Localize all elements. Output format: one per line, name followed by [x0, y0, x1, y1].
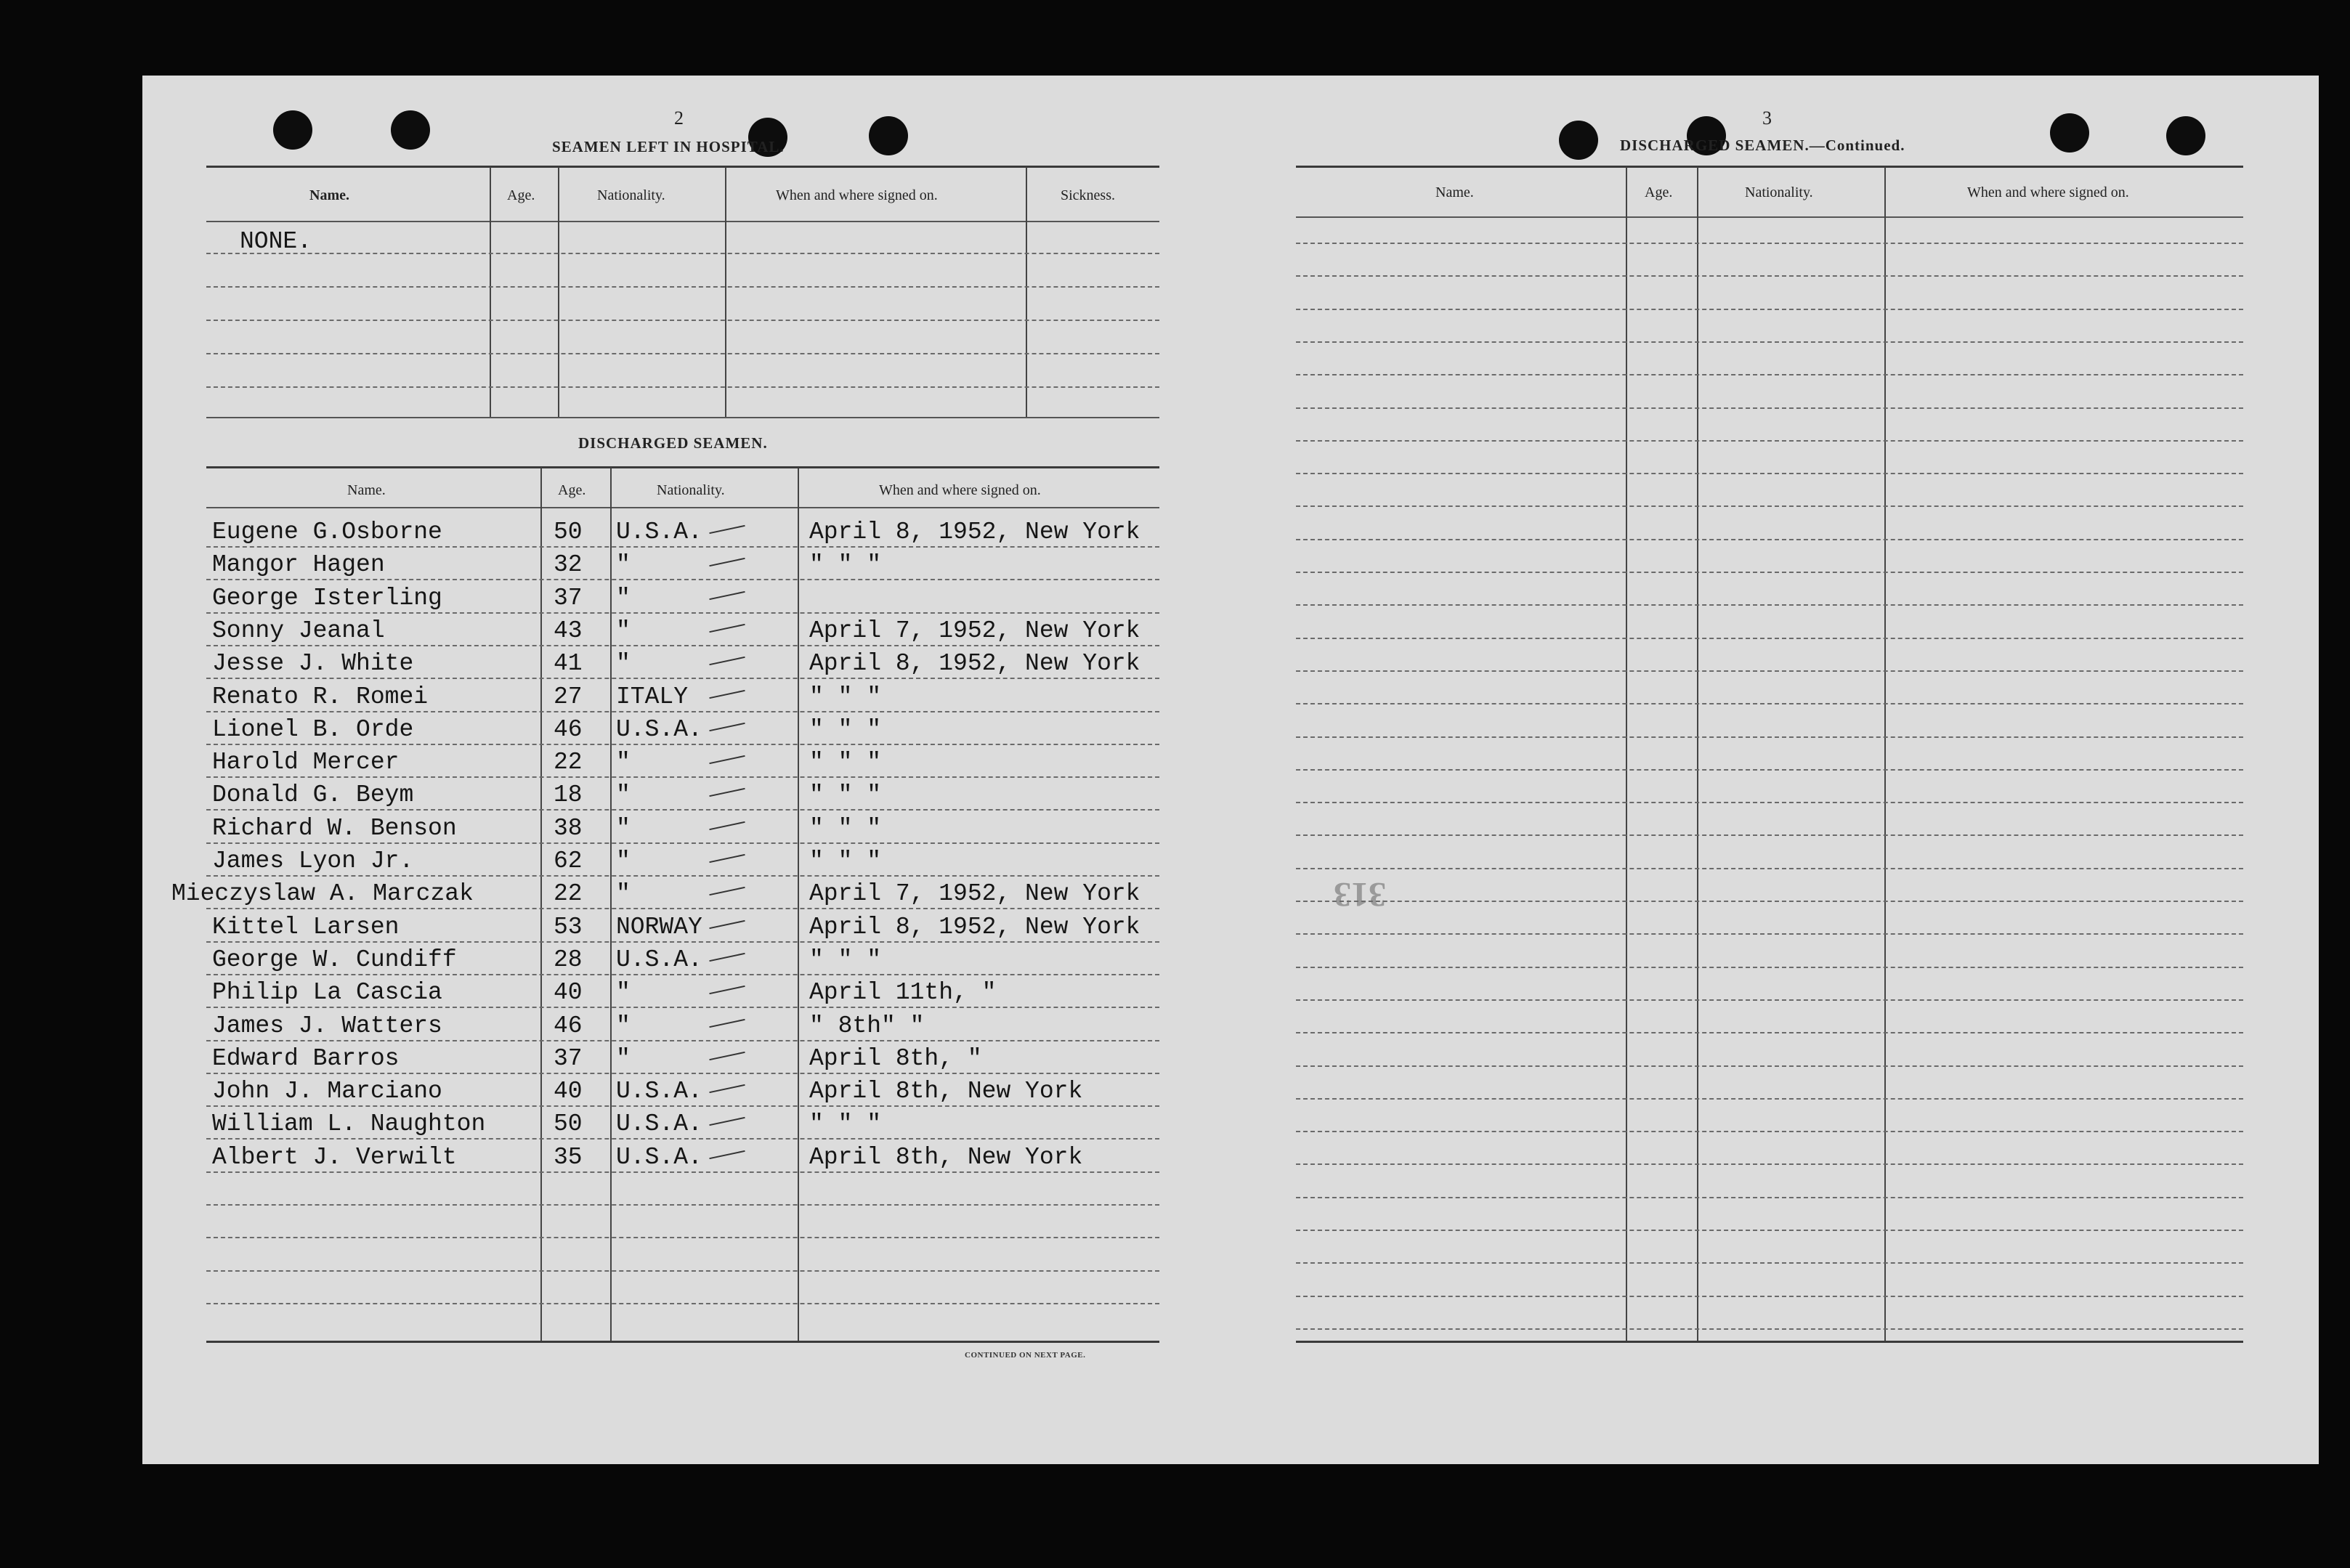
- seaman-age: 22: [554, 749, 583, 776]
- seaman-name: Richard W. Benson: [212, 815, 457, 842]
- seaman-signed-on: " " ": [809, 781, 882, 808]
- ruled-line: [206, 1204, 1159, 1206]
- seaman-signed-on: April 8, 1952, New York: [809, 519, 1140, 545]
- seaman-age: 43: [554, 617, 583, 644]
- check-mark: [709, 558, 745, 566]
- seaman-name: Eugene G.Osborne: [212, 519, 442, 545]
- seaman-nationality: ": [616, 815, 631, 842]
- seaman-age: 41: [554, 650, 583, 677]
- ruled-line: [1296, 901, 2243, 902]
- seaman-signed-on: April 11th, ": [809, 979, 997, 1006]
- ruled-line: [206, 1040, 1159, 1041]
- ruled-line: [1296, 243, 2243, 244]
- check-mark: [709, 1084, 745, 1093]
- seaman-name: John J. Marciano: [212, 1078, 442, 1105]
- seaman-name: Lionel B. Orde: [212, 716, 414, 743]
- ruled-line: [1296, 1328, 2243, 1330]
- hospital-header-signed-on: When and where signed on.: [776, 187, 938, 203]
- seaman-signed-on: April 8th, New York: [809, 1078, 1083, 1105]
- check-mark: [709, 657, 745, 665]
- check-mark: [709, 854, 745, 863]
- seaman-name: James Lyon Jr.: [212, 848, 414, 874]
- seaman-name: Albert J. Verwilt: [212, 1144, 457, 1171]
- seaman-nationality: ": [616, 617, 631, 644]
- check-mark: [709, 953, 745, 962]
- ruled-line: [206, 1105, 1159, 1107]
- hospital-header-name: Name.: [309, 187, 349, 203]
- ruled-line: [206, 678, 1159, 679]
- ruled-line: [206, 612, 1159, 614]
- seaman-nationality: U.S.A.: [616, 1110, 702, 1137]
- ruled-line: [1296, 309, 2243, 310]
- ruled-line: [206, 776, 1159, 778]
- ruled-line: [206, 908, 1159, 909]
- seaman-name: George Isterling: [212, 585, 442, 612]
- ruled-line: [206, 353, 1159, 354]
- seaman-signed-on: " " ": [809, 716, 882, 743]
- right-header-signed-on: When and where signed on.: [1967, 184, 2129, 200]
- ruled-line: [206, 1073, 1159, 1074]
- hospital-header-sickness: Sickness.: [1061, 187, 1115, 203]
- seaman-name: Donald G. Beym: [212, 781, 414, 808]
- bleed-through-stamp: 313: [1334, 875, 1386, 914]
- check-mark: [709, 788, 745, 797]
- ruled-line: [206, 1138, 1159, 1140]
- hospital-header-age: Age.: [507, 187, 535, 203]
- ruled-line: [1296, 1032, 2243, 1033]
- seaman-signed-on: April 8th, New York: [809, 1144, 1083, 1171]
- seaman-name: George W. Cundiff: [212, 946, 457, 973]
- ruled-line: [1296, 769, 2243, 771]
- ruled-line: [1296, 1230, 2243, 1231]
- ruled-line: [1296, 1296, 2243, 1297]
- ruled-line: [206, 1171, 1159, 1173]
- seaman-name: Renato R. Romei: [212, 683, 429, 710]
- seaman-name: Sonny Jeanal: [212, 617, 385, 644]
- check-mark: [709, 690, 745, 699]
- ruled-line: [206, 842, 1159, 844]
- ruled-line: [206, 875, 1159, 877]
- seaman-name: Kittel Larsen: [212, 914, 400, 941]
- right-header-nationality: Nationality.: [1745, 184, 1813, 200]
- ruled-line: [1296, 374, 2243, 375]
- discharged-section-title: DISCHARGED SEAMEN.: [578, 434, 768, 452]
- seaman-age: 27: [554, 683, 583, 710]
- seaman-name: Harold Mercer: [212, 749, 400, 776]
- ruled-line: [1296, 868, 2243, 869]
- check-mark: [709, 1019, 745, 1028]
- check-mark: [709, 1117, 745, 1126]
- ruled-line: [1296, 933, 2243, 935]
- ruled-line: [206, 286, 1159, 288]
- seaman-name: Edward Barros: [212, 1045, 400, 1072]
- seaman-name: William L. Naughton: [212, 1110, 486, 1137]
- seaman-age: 53: [554, 914, 583, 941]
- discharged-header-age: Age.: [558, 482, 586, 498]
- check-mark: [709, 624, 745, 633]
- ruled-line: [1296, 967, 2243, 968]
- seaman-age: 40: [554, 979, 583, 1006]
- page-number: 3: [1762, 107, 1772, 129]
- punch-hole: [273, 110, 312, 150]
- seaman-age: 38: [554, 815, 583, 842]
- ruled-line: [1296, 1065, 2243, 1067]
- ruled-line: [1296, 703, 2243, 704]
- seaman-signed-on: April 8th, ": [809, 1045, 982, 1072]
- seaman-nationality: ": [616, 551, 631, 578]
- seaman-nationality: ": [616, 749, 631, 776]
- discharged-header-signed-on: When and where signed on.: [879, 482, 1041, 498]
- punch-hole: [2166, 116, 2205, 155]
- seaman-name: Mieczyslaw A. Marczak: [171, 880, 474, 907]
- ruled-line: [206, 1303, 1159, 1304]
- ruled-line: [1296, 473, 2243, 474]
- ruled-line: [1296, 999, 2243, 1001]
- ruled-line: [1296, 505, 2243, 507]
- punch-hole: [2050, 113, 2089, 153]
- seaman-nationality: ITALY: [616, 683, 689, 710]
- check-mark: [709, 1052, 745, 1060]
- seaman-signed-on: " " ": [809, 683, 882, 710]
- ruled-line: [206, 1270, 1159, 1272]
- ruled-line: [1296, 670, 2243, 672]
- punch-hole: [1559, 121, 1598, 160]
- discharged-continued-title: DISCHARGED SEAMEN.—Continued.: [1620, 137, 1905, 154]
- seaman-signed-on: " 8th" ": [809, 1012, 925, 1039]
- ruled-line: [206, 809, 1159, 811]
- seaman-signed-on: " " ": [809, 946, 882, 973]
- seaman-signed-on: April 7, 1952, New York: [809, 880, 1140, 907]
- ruled-line: [1296, 275, 2243, 277]
- check-mark: [709, 723, 745, 731]
- seaman-signed-on: April 8, 1952, New York: [809, 650, 1140, 677]
- ruled-line: [206, 320, 1159, 321]
- check-mark: [709, 887, 745, 895]
- seaman-nationality: U.S.A.: [616, 1078, 702, 1105]
- hospital-header-nationality: Nationality.: [597, 187, 665, 203]
- check-mark: [709, 920, 745, 929]
- ruled-line: [1296, 1197, 2243, 1198]
- seaman-age: 18: [554, 781, 583, 808]
- ruled-line: [206, 974, 1159, 975]
- ruled-line: [1296, 736, 2243, 738]
- check-mark: [709, 525, 745, 534]
- ruled-line: [1296, 341, 2243, 343]
- ruled-line: [1296, 1098, 2243, 1100]
- seaman-nationality: ": [616, 1012, 631, 1039]
- ruled-line: [206, 744, 1159, 745]
- ruled-line: [206, 711, 1159, 712]
- ruled-line: [1296, 440, 2243, 442]
- seaman-signed-on: " " ": [809, 1110, 882, 1137]
- seaman-nationality: ": [616, 880, 631, 907]
- discharged-header-nationality: Nationality.: [657, 482, 725, 498]
- seaman-signed-on: " " ": [809, 749, 882, 776]
- ruled-line: [206, 645, 1159, 646]
- seaman-signed-on: April 8, 1952, New York: [809, 914, 1140, 941]
- seaman-age: 35: [554, 1144, 583, 1171]
- seaman-age: 28: [554, 946, 583, 973]
- seaman-nationality: U.S.A.: [616, 1144, 702, 1171]
- continued-footer: CONTINUED ON NEXT PAGE.: [965, 1351, 1086, 1360]
- right-header-name: Name.: [1435, 184, 1474, 200]
- ruled-line: [1296, 1131, 2243, 1132]
- ruled-line: [206, 253, 1159, 254]
- check-mark: [709, 591, 745, 600]
- ruled-line: [1296, 604, 2243, 606]
- seaman-nationality: ": [616, 848, 631, 874]
- check-mark: [709, 755, 745, 764]
- seaman-name: Philip La Cascia: [212, 979, 442, 1006]
- seaman-age: 37: [554, 1045, 583, 1072]
- ruled-line: [206, 386, 1159, 388]
- seaman-name: Mangor Hagen: [212, 551, 385, 578]
- ruled-line: [1296, 1262, 2243, 1264]
- ruled-line: [1296, 834, 2243, 836]
- seaman-age: 62: [554, 848, 583, 874]
- seaman-signed-on: April 7, 1952, New York: [809, 617, 1140, 644]
- ruled-line: [1296, 572, 2243, 573]
- seaman-signed-on: " " ": [809, 551, 882, 578]
- seaman-nationality: U.S.A.: [616, 716, 702, 743]
- ruled-line: [206, 579, 1159, 580]
- seaman-nationality: ": [616, 585, 631, 612]
- seaman-age: 40: [554, 1078, 583, 1105]
- ruled-line: [1296, 407, 2243, 409]
- seaman-signed-on: " " ": [809, 815, 882, 842]
- hospital-entry: NONE.: [240, 228, 312, 255]
- ruled-line: [1296, 638, 2243, 639]
- ruled-line: [206, 1007, 1159, 1008]
- hospital-section-title: SEAMEN LEFT IN HOSPITAL.: [552, 138, 785, 155]
- seaman-nationality: U.S.A.: [616, 946, 702, 973]
- seaman-age: 22: [554, 880, 583, 907]
- punch-hole: [869, 116, 908, 155]
- seaman-age: 50: [554, 1110, 583, 1137]
- seaman-age: 46: [554, 716, 583, 743]
- ruled-line: [1296, 539, 2243, 540]
- page-number: 2: [674, 107, 684, 129]
- seaman-nationality: ": [616, 781, 631, 808]
- ruled-line: [206, 1237, 1159, 1238]
- check-mark: [709, 986, 745, 994]
- seaman-nationality: NORWAY: [616, 914, 702, 941]
- seaman-age: 37: [554, 585, 583, 612]
- document-sheet: [142, 76, 2319, 1464]
- seaman-name: Jesse J. White: [212, 650, 414, 677]
- seaman-nationality: U.S.A.: [616, 519, 702, 545]
- discharged-header-name: Name.: [347, 482, 386, 498]
- right-header-age: Age.: [1645, 184, 1673, 200]
- ruled-line: [1296, 802, 2243, 803]
- ruled-line: [206, 941, 1159, 943]
- seaman-age: 32: [554, 551, 583, 578]
- punch-hole: [391, 110, 430, 150]
- check-mark: [709, 821, 745, 830]
- seaman-nationality: ": [616, 1045, 631, 1072]
- ruled-line: [1296, 1163, 2243, 1165]
- seaman-signed-on: " " ": [809, 848, 882, 874]
- seaman-nationality: ": [616, 979, 631, 1006]
- check-mark: [709, 1150, 745, 1159]
- seaman-age: 46: [554, 1012, 583, 1039]
- seaman-age: 50: [554, 519, 583, 545]
- seaman-name: James J. Watters: [212, 1012, 442, 1039]
- seaman-nationality: ": [616, 650, 631, 677]
- ruled-line: [206, 546, 1159, 548]
